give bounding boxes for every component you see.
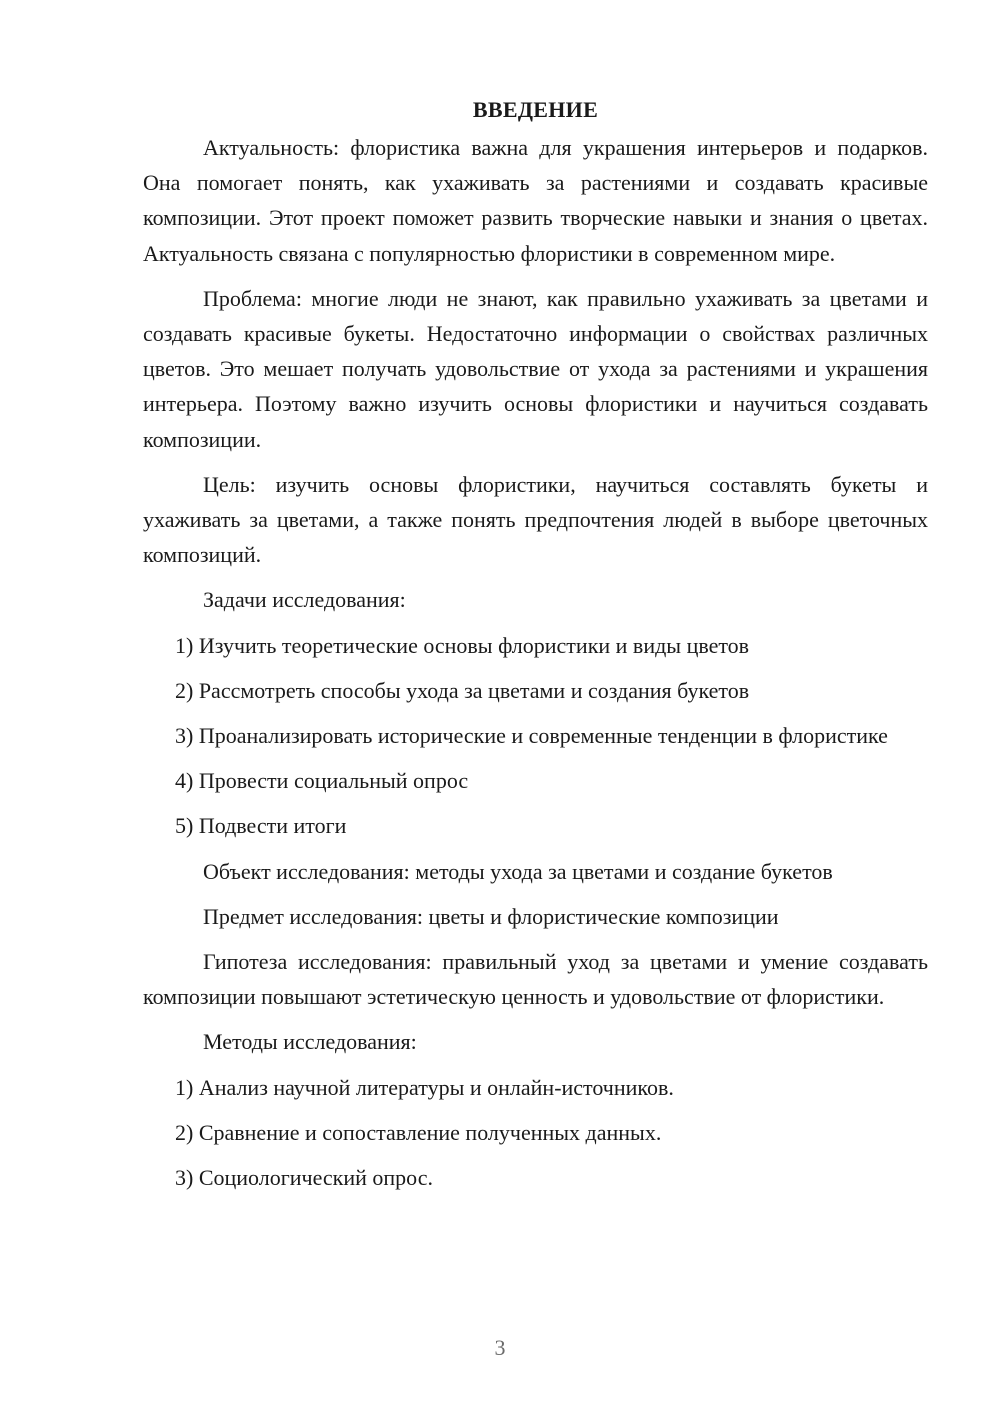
object-paragraph: Объект исследования: методы ухода за цветами и создание букетов xyxy=(203,858,833,884)
tasks-label: Задачи исследования: xyxy=(203,587,406,613)
task-item-1: 1) Изучить теоретические основы флористики и виды цветов xyxy=(175,632,750,658)
page-title: ВВЕДЕНИЕ xyxy=(472,97,599,122)
task-item-2: 2) Рассмотреть способы ухода за цветами и создания букетов xyxy=(175,677,750,703)
method-item-3: 3) Социологический опрос. xyxy=(175,1165,433,1191)
task-item-4: 4) Провести социальный опрос xyxy=(175,768,469,794)
page-number: 3 xyxy=(494,1335,506,1360)
method-item-1: 1) Анализ научной литературы и онлайн-источников. xyxy=(175,1074,674,1100)
task-item-3: 3) Проанализировать исторические и современные тенденции в флористике xyxy=(175,723,888,749)
subject-paragraph: Предмет исследования: цветы и флористические композиции xyxy=(203,903,779,929)
goal-paragraph: Цель: изучить основы флористики, научиться составлять букеты и ухаживать за цветами, а также понять предпочтения людей в выборе цветочных композиций. xyxy=(143,471,928,568)
hypothesis-paragraph: Гипотеза исследования: правильный уход за цветами и умение создавать композиции повышают эстетическую ценность и удовольствие от флористики. xyxy=(143,949,928,1010)
method-item-2: 2) Сравнение и сопоставление полученных данных. xyxy=(175,1119,662,1145)
document-page xyxy=(143,92,928,1205)
problem-paragraph: Проблема: многие люди не знают, как правильно ухаживать за цветами и создавать красивые букеты. Недостаточно информации о свойствах различных цветов. Это мешает получать удовольствие от ухода за растениями и украшения интерьера. Поэтому важно изучить основы флористики и научиться создавать композиции. xyxy=(143,285,928,452)
task-item-5: 5) Подвести итоги xyxy=(175,813,347,839)
relevance-paragraph: Актуальность: флористика важна для украшения интерьеров и подарков. Она помогает понять, как ухаживать за растениями и создавать красивые композиции. Этот проект поможет развить творческие навыки и знания о цветах. Актуальность связана с популярностью флористики в современном мире. xyxy=(143,135,928,266)
methods-label: Методы исследования: xyxy=(203,1029,417,1055)
